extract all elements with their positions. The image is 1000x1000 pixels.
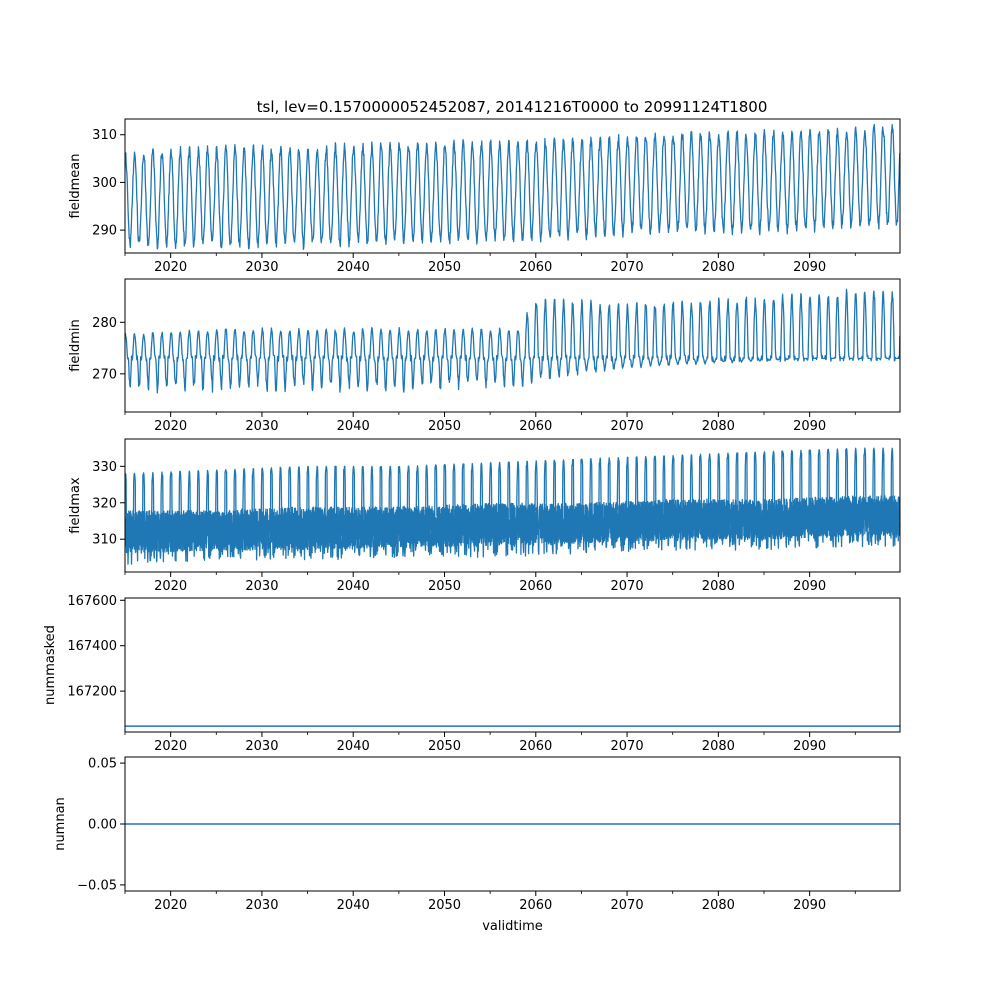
x-tick-label: 2020 — [154, 260, 188, 275]
y-tick-label: 0.00 — [88, 817, 117, 833]
y-tick-label: 0.05 — [88, 756, 117, 772]
x-tick-label: 2030 — [245, 260, 279, 275]
x-tick-label: 2060 — [519, 579, 553, 594]
y-tick-label: 280 — [92, 315, 117, 331]
x-tick-label: 2090 — [793, 898, 827, 913]
x-tick-label: 2050 — [427, 739, 462, 754]
x-tick-label: 2060 — [519, 419, 553, 434]
series-line-fieldmin — [125, 289, 900, 393]
x-tick-label: 2050 — [427, 579, 462, 594]
y-tick-label: −0.05 — [77, 878, 117, 894]
y-tick-label: 320 — [92, 496, 117, 512]
x-tick-label: 2060 — [519, 739, 553, 754]
y-tick-label: 167600 — [67, 593, 117, 609]
x-tick-label: 2050 — [427, 898, 462, 913]
x-tick-label: 2040 — [336, 579, 370, 594]
y-tick-label: 270 — [92, 367, 117, 383]
y-axis-label: fieldmax — [68, 477, 83, 534]
x-tick-label: 2020 — [154, 419, 188, 434]
y-axis-label: fieldmin — [68, 319, 83, 372]
x-tick-label: 2070 — [610, 739, 644, 754]
x-tick-label: 2090 — [793, 260, 827, 275]
x-tick-label: 2090 — [793, 579, 827, 594]
x-tick-label: 2070 — [610, 898, 644, 913]
x-tick-label: 2020 — [154, 739, 188, 754]
x-tick-label: 2020 — [154, 579, 188, 594]
panel-fieldmax — [68, 439, 900, 594]
series-line-fieldmean — [125, 125, 900, 250]
x-axis-label: validtime — [482, 919, 543, 934]
axes-frame — [125, 598, 900, 732]
x-tick-label: 2090 — [793, 739, 827, 754]
x-tick-label: 2040 — [336, 260, 370, 275]
panel-nummasked — [43, 594, 900, 754]
x-tick-label: 2050 — [427, 419, 462, 434]
x-tick-label: 2050 — [427, 260, 462, 275]
x-tick-label: 2080 — [701, 898, 735, 913]
y-axis-label: numnan — [53, 797, 68, 851]
x-tick-label: 2030 — [245, 898, 279, 913]
y-tick-label: 310 — [92, 128, 117, 144]
x-tick-label: 2030 — [245, 419, 279, 434]
figure-title: tsl, lev=0.1570000052452087, 20141216T0000 to 20991124T1800 — [256, 98, 768, 116]
panel-numnan — [53, 757, 900, 934]
x-tick-label: 2070 — [610, 579, 644, 594]
x-tick-label: 2030 — [245, 739, 279, 754]
y-axis-label: fieldmean — [68, 153, 83, 219]
x-tick-label: 2080 — [701, 739, 735, 754]
x-tick-label: 2080 — [701, 260, 735, 275]
y-tick-label: 330 — [92, 459, 117, 475]
y-tick-label: 290 — [92, 223, 117, 239]
y-tick-label: 300 — [92, 175, 117, 191]
x-tick-label: 2060 — [519, 898, 553, 913]
x-tick-label: 2070 — [610, 419, 644, 434]
panel-fieldmin — [68, 279, 900, 434]
x-tick-label: 2020 — [154, 898, 188, 913]
x-tick-label: 2070 — [610, 260, 644, 275]
x-tick-label: 2040 — [336, 898, 370, 913]
y-tick-label: 167400 — [67, 639, 117, 655]
x-tick-label: 2090 — [793, 419, 827, 434]
x-tick-label: 2080 — [701, 419, 735, 434]
y-tick-label: 167200 — [67, 684, 117, 700]
x-tick-label: 2040 — [336, 419, 370, 434]
x-tick-label: 2060 — [519, 260, 553, 275]
panel-fieldmean — [68, 119, 900, 275]
y-tick-label: 310 — [92, 532, 117, 548]
x-tick-label: 2080 — [701, 579, 735, 594]
y-axis-label: nummasked — [43, 625, 58, 705]
x-tick-label: 2040 — [336, 739, 370, 754]
x-tick-label: 2030 — [245, 579, 279, 594]
